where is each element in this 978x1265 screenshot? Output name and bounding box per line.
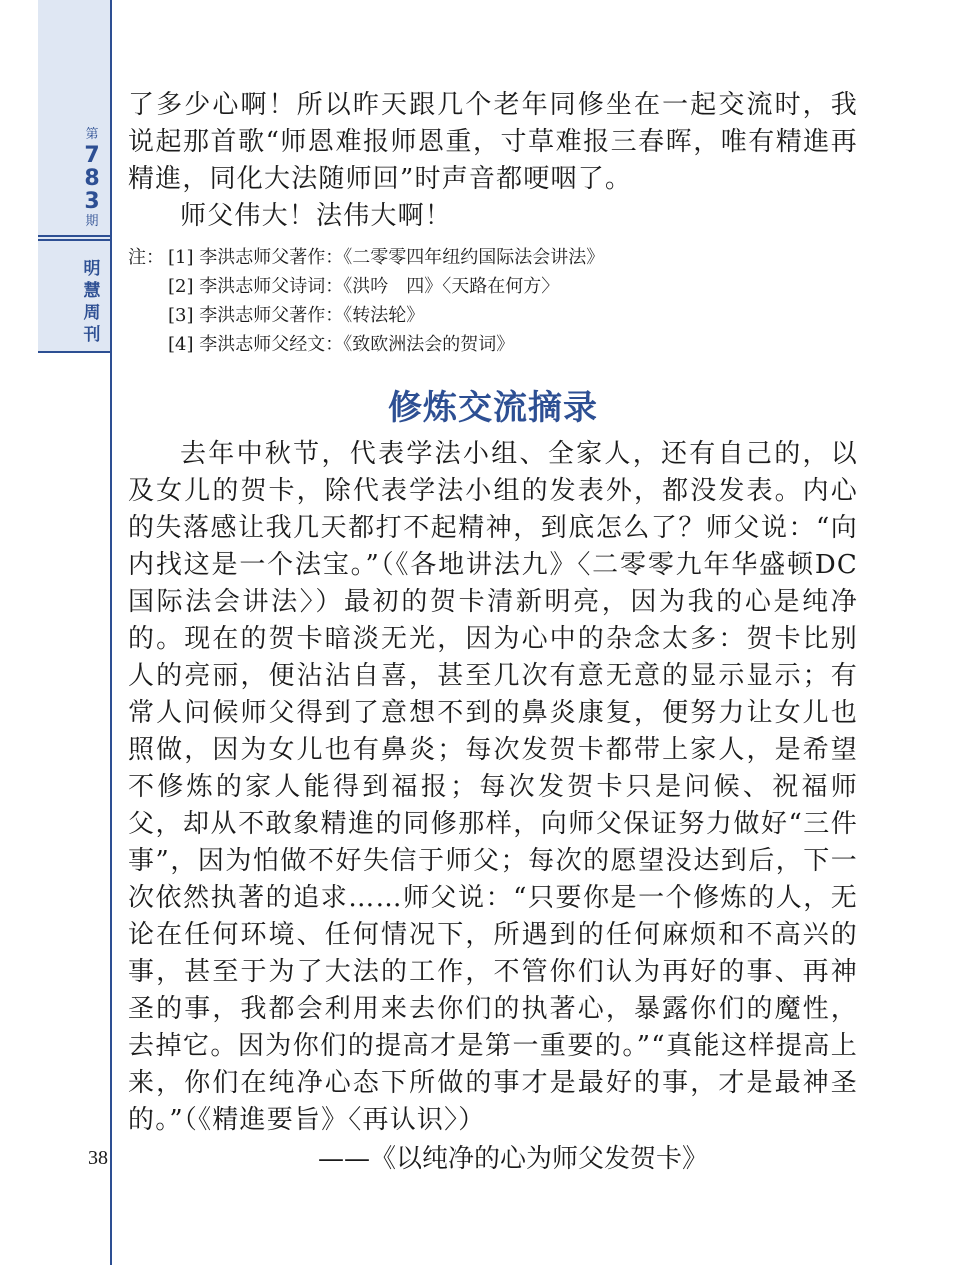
issue-suffix: 期 bbox=[85, 214, 99, 229]
issue-digit: 7 bbox=[84, 143, 100, 168]
footnotes bbox=[128, 243, 858, 359]
footnote-item: [3] 李洪志师父著作：《转法轮》 bbox=[168, 305, 425, 326]
tab-divider bbox=[38, 235, 112, 241]
article-title: 修炼交流摘录 bbox=[388, 388, 598, 428]
intro-paragraph: 了多少心啊！所以昨天跟几个老年同修坐在一起交流时，我说起那首歌“师恩难报师恩重，寸草难报三春晖，唯有精進再精進，同化大法随师回”时声音都哽咽了。 bbox=[128, 90, 858, 194]
issue-label bbox=[72, 126, 112, 231]
footnote-row bbox=[128, 243, 858, 272]
issue-digit: 8 bbox=[84, 166, 100, 191]
article-body: 去年中秋节，代表学法小组、全家人，还有自己的，以及女儿的贺卡，除代表学法小组的发表外，都没发表。内心的失落感让我几天都打不起精神，到底怎么了？师父说：“向内找这是一个法宝。”（《各地讲法九》〈二零零九年华盛顿DC国际法会讲法〉）最初的贺卡清新明亮，因为我的心是纯净的。现在的贺卡暗淡无光，因为心中的杂念太多：贺卡比别人的亮丽，便沾沾自喜，甚至几次有意无意的显示显示；有常人问候师父得到了意想不到的鼻炎康复，便努力让女儿也照做，因为女儿也有鼻炎；每次发贺卡都带上家人，是希望不修炼的家人能得到福报；每次发贺卡只是问候、祝福师父，却从不敢象精進的同修那样，向师父保证努力做好“三件事”，因为怕做不好失信于师父；每次的愿望没达到后，下一次依然执著的追求……师父说：“只要你是一个修炼的人，无论在任何环境、任何情况下，所遇到的任何麻烦和不高兴的事，甚至于为了大法的工作，不管你们认为再好的事、再神圣的事，我都会利用来去你们的执著心，暴露你们的魔性，去掉它。因为你们的提高才是第一重要的。”“真能这样提高上来，你们在纯净心态下所做的事才是最好的事，才是最神圣的。”（《精進要旨》〈再认识〉） bbox=[128, 439, 858, 1135]
page-number: 38 bbox=[88, 1147, 108, 1169]
issue-digit: 3 bbox=[84, 189, 100, 214]
magazine-char: 明 bbox=[83, 259, 101, 279]
footnote-row bbox=[128, 301, 858, 330]
footnote-row bbox=[128, 330, 858, 359]
footnote-item: [2] 李洪志师父诗词：《洪吟 四》〈天路在何方〉 bbox=[168, 276, 560, 297]
footnote-item: [1] 李洪志师父著作：《二零零四年纽约国际法会讲法》 bbox=[168, 247, 605, 268]
page-content bbox=[128, 87, 858, 1178]
magazine-name bbox=[72, 258, 112, 346]
magazine-char: 刊 bbox=[83, 325, 101, 345]
footnote-prefix: 注： bbox=[128, 247, 164, 268]
margin-rule bbox=[110, 353, 112, 1265]
footnote-row bbox=[128, 272, 858, 301]
footnote-item: [4] 李洪志师父经文：《致欧洲法会的贺词》 bbox=[168, 334, 515, 355]
article-signature: ——《以纯净的心为师父发贺卡》 bbox=[317, 1144, 708, 1174]
magazine-char: 周 bbox=[83, 303, 101, 323]
intro-paragraph: 师父伟大！法伟大啊！ bbox=[180, 201, 453, 231]
issue-prefix: 第 bbox=[85, 127, 99, 142]
magazine-char: 慧 bbox=[83, 281, 101, 301]
